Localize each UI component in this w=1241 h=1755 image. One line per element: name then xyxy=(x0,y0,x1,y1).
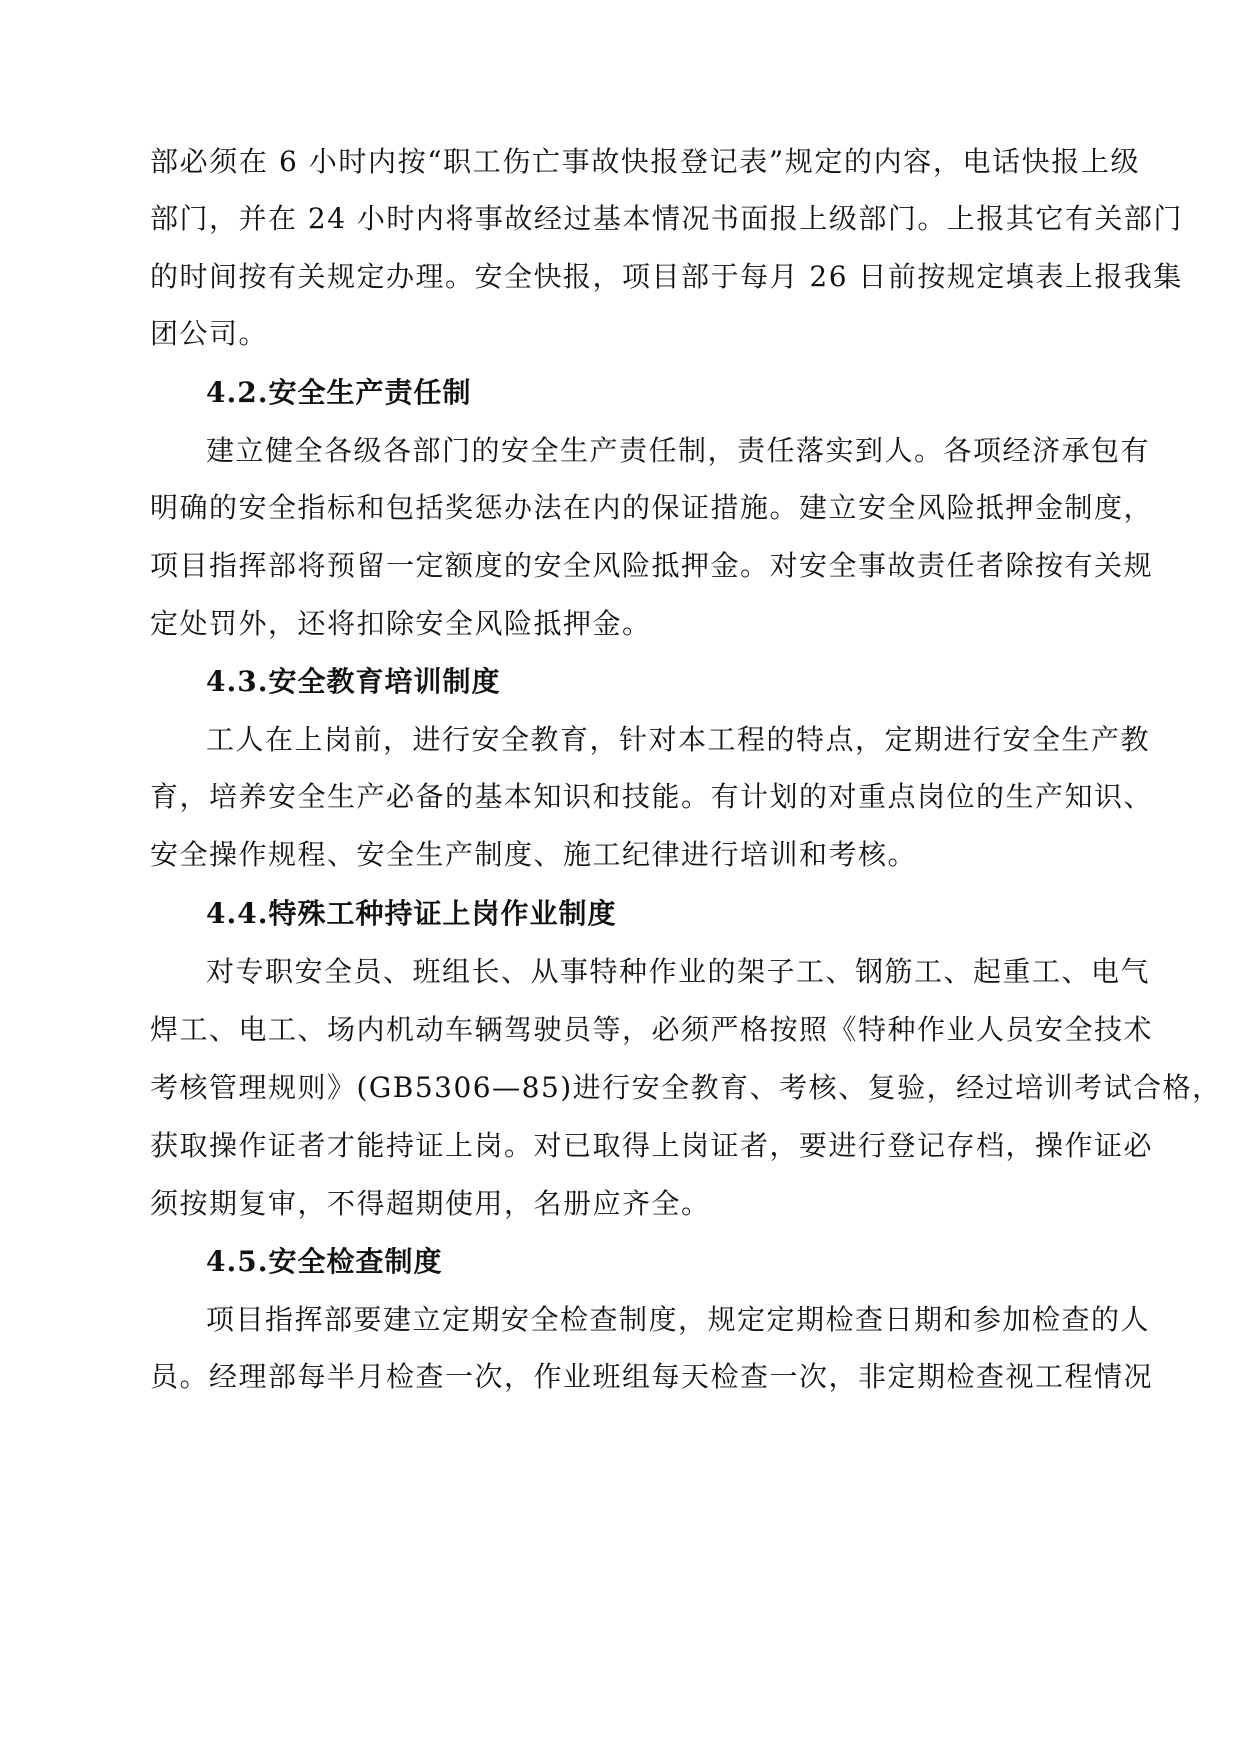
section-heading: 4.4.特殊工种持证上岗作业制度 xyxy=(206,897,617,930)
paragraph-line: 对专职安全员、班组长、从事特种作业的架子工、钢筋工、起重工、电气 xyxy=(206,955,1151,988)
paragraph-line: 明确的安全指标和包括奖惩办法在内的保证措施。建立安全风险抵押金制度， xyxy=(150,491,1154,524)
paragraph-line: 建立健全各级各部门的安全生产责任制，责任落实到人。各项经济承包有 xyxy=(206,434,1151,467)
paragraph-line: 项目指挥部要建立定期安全检查制度，规定定期检查日期和参加检查的人 xyxy=(206,1303,1151,1336)
paragraph-line: 焊工、电工、场内机动车辆驾驶员等，必须严格按照《特种作业人员安全技术 xyxy=(150,1013,1154,1046)
paragraph-line: 定处罚外，还将扣除安全风险抵押金。 xyxy=(150,607,652,640)
paragraph-line: 育，培养安全生产必备的基本知识和技能。有计划的对重点岗位的生产知识、 xyxy=(150,780,1154,813)
paragraph-line: 考核管理规则》(GB5306—85)进行安全教育、考核、复验，经过培训考试合格， xyxy=(150,1071,1222,1104)
paragraph-line: 部必须在 6 小时内按“职工伤亡事故快报登记表”规定的内容，电话快报上级 xyxy=(150,145,1140,178)
paragraph-line: 员。经理部每半月检查一次，作业班组每天检查一次，非定期检查视工程情况 xyxy=(150,1360,1154,1393)
paragraph-line: 的时间按有关规定办理。安全快报，项目部于每月 26 日前按规定填表上报我集 xyxy=(150,260,1183,293)
paragraph-line: 工人在上岗前，进行安全教育，针对本工程的特点，定期进行安全生产教 xyxy=(206,723,1151,756)
paragraph-line: 项目指挥部将预留一定额度的安全风险抵押金。对安全事故责任者除按有关规 xyxy=(150,549,1154,582)
paragraph-line: 团公司。 xyxy=(150,317,269,350)
paragraph-line: 部门，并在 24 小时内将事故经过基本情况书面报上级部门。上报其它有关部门 xyxy=(150,202,1183,235)
paragraph-line: 须按期复审，不得超期使用，名册应齐全。 xyxy=(150,1187,711,1220)
section-heading: 4.5.安全检查制度 xyxy=(206,1245,443,1278)
paragraph-line: 获取操作证者才能持证上岗。对已取得上岗证者，要进行登记存档，操作证必 xyxy=(150,1129,1154,1162)
section-heading: 4.2.安全生产责任制 xyxy=(206,376,472,409)
paragraph-line: 安全操作规程、安全生产制度、施工纪律进行培训和考核。 xyxy=(150,838,918,871)
section-heading: 4.3.安全教育培训制度 xyxy=(206,665,501,698)
